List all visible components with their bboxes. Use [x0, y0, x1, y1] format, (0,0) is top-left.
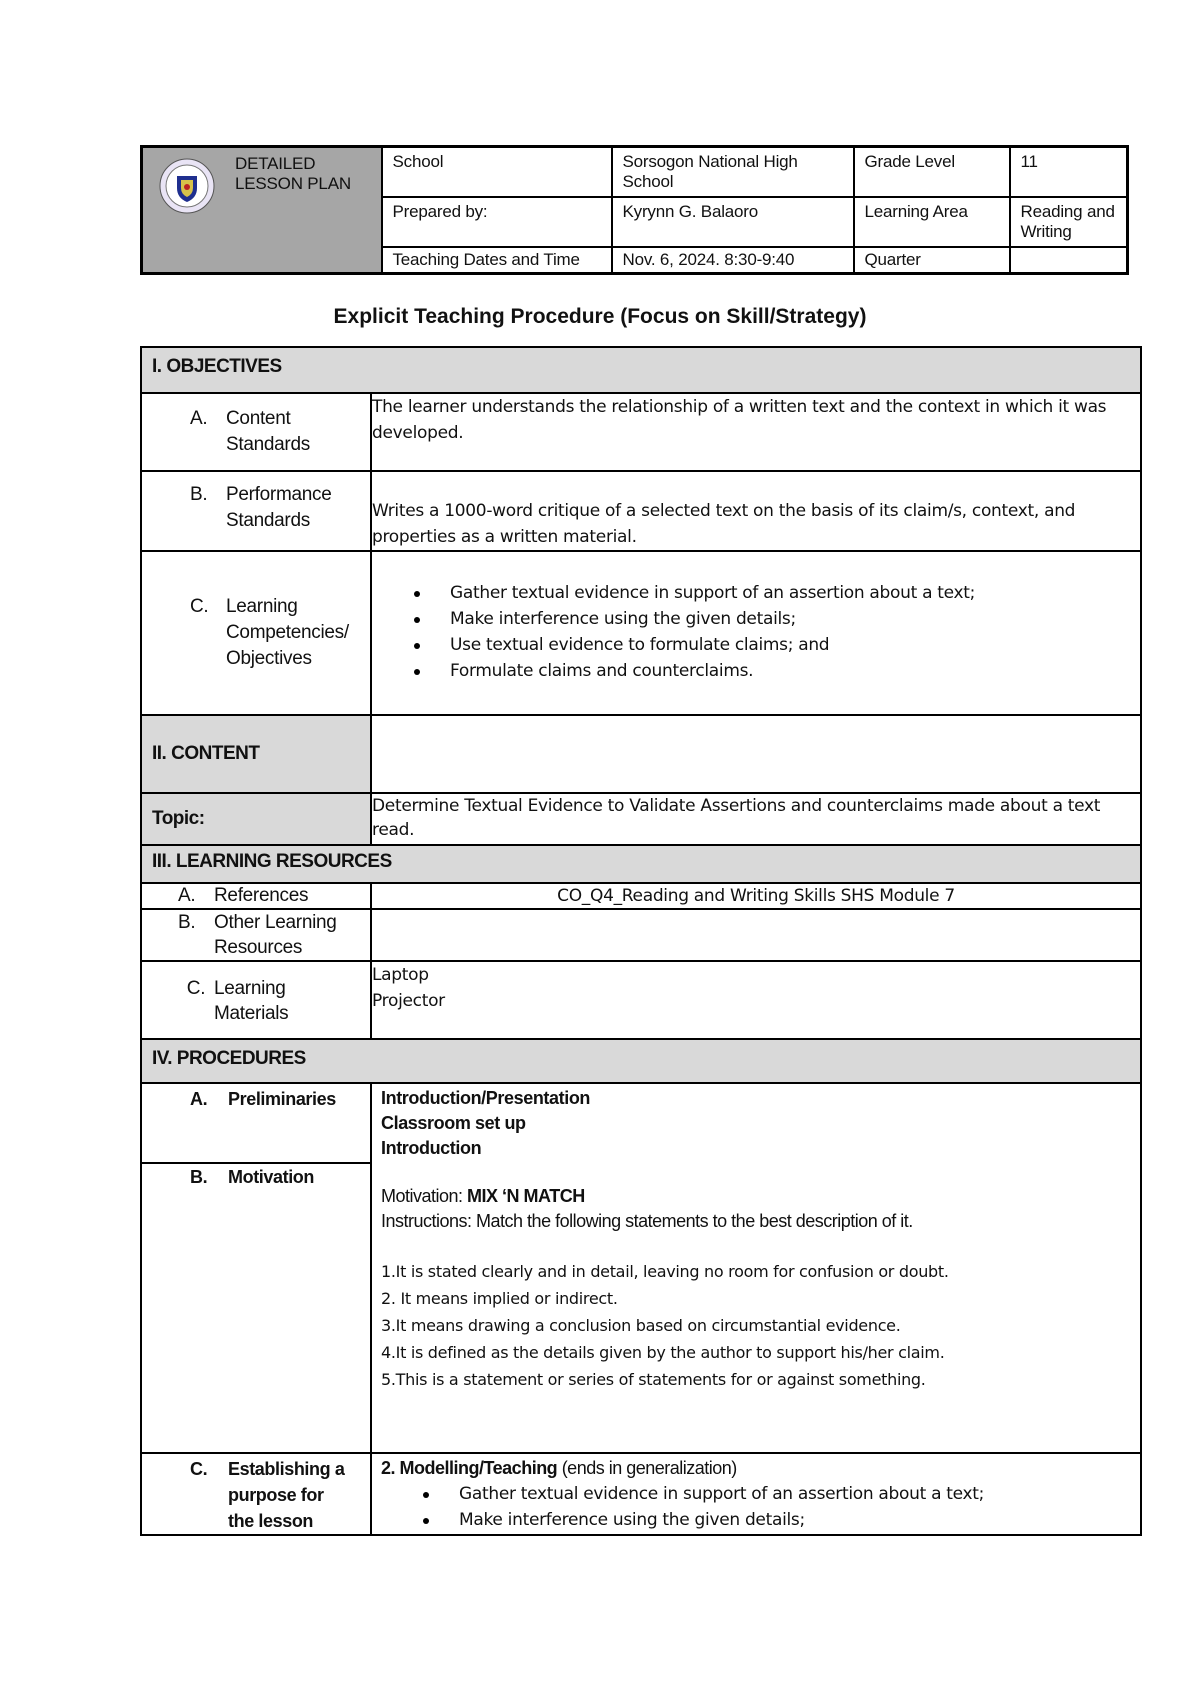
references-text: CO_Q4_Reading and Writing Skills SHS Module 7: [371, 883, 1141, 909]
content-standards-text: The learner understands the relationship of a written text and the context in which it was developed.: [371, 393, 1141, 471]
materials-label: C. Learning Materials: [141, 961, 371, 1039]
page-title: Explicit Teaching Procedure (Focus on Skill/Strategy): [333, 305, 867, 328]
competencies-label: C. Learning Competencies/ Objectives: [141, 551, 371, 715]
content-empty-cell: [371, 715, 1141, 793]
performance-standards-text: Writes a 1000-word critique of a selected text on the basis of its claim/s, context, and properties as a written material.: [371, 471, 1141, 551]
lesson-table: [140, 346, 1142, 1536]
quarter-value: [1010, 247, 1128, 274]
topic-text: Determine Textual Evidence to Validate Assertions and counterclaims made about a text read.: [371, 793, 1141, 845]
resources-heading: III. LEARNING RESOURCES: [141, 845, 1141, 883]
list-item: 2. It means implied or indirect.: [381, 1289, 618, 1308]
list-item: Gather textual evidence in support of an assertion about a text;: [450, 580, 1140, 606]
procedures-labels-cell: [141, 1083, 371, 1453]
area-label: Learning Area: [854, 197, 1010, 247]
dates-label: Teaching Dates and Time: [382, 247, 612, 274]
instructions: Instructions: Match the following statements to the best description of it.: [381, 1211, 913, 1231]
deped-seal-icon: [159, 158, 215, 214]
materials-text: Laptop Projector: [371, 961, 1141, 1039]
list-item: Gather textual evidence in support of an assertion about a text;: [459, 1481, 1131, 1507]
school-value: Sorsogon National High School: [612, 147, 854, 197]
brand-title: DETAILED LESSON PLAN: [235, 154, 351, 193]
activity-title: MIX ‘N MATCH: [467, 1186, 585, 1206]
quarter-label: Quarter: [854, 247, 1010, 274]
other-resources-label: B. Other Learning Resources: [141, 909, 371, 961]
prepared-label: Prepared by:: [382, 197, 612, 247]
area-value: Reading and Writing: [1010, 197, 1128, 247]
list-item: 3.It means drawing a conclusion based on circumstantial evidence.: [381, 1316, 901, 1335]
grade-label: Grade Level: [854, 147, 1010, 197]
list-item: 5.This is a statement or series of statements for or against something.: [381, 1370, 926, 1389]
motivation-content: Introduction/Presentation Classroom set up Introduction Motivation: MIX ‘N MATCH Instructions: Match the following statements to the best description of it. 1.It is stated clearly and in detail, leaving no room for confusion or doubt. 2. It means implied or indirect. 3.It means drawing a conclusion based on circumstantial evidence. 4.It is defined as the details given by the author to support his/her claim. 5.This is a statement or series of statements for or against something.: [371, 1083, 1141, 1453]
preliminaries-label: A. Preliminaries: [190, 1089, 336, 1109]
dates-value: Nov. 6, 2024. 8:30-9:40: [612, 247, 854, 274]
objectives-heading: I. OBJECTIVES: [141, 347, 1141, 393]
list-item: Formulate claims and counterclaims.: [450, 658, 1140, 684]
grade-value: 11: [1010, 147, 1128, 197]
list-item: Make interference using the given details;: [450, 606, 1140, 632]
list-item: 4.It is defined as the details given by the author to support his/her claim.: [381, 1343, 945, 1362]
other-resources-text: [371, 909, 1141, 961]
motivation-label: B. Motivation: [190, 1167, 314, 1187]
competencies-list: [371, 551, 1141, 715]
procedures-heading: IV. PROCEDURES: [141, 1039, 1141, 1083]
list-item: Use textual evidence to formulate claims; and: [450, 632, 1140, 658]
modelling-content: 2. Modelling/Teaching (ends in generalization) Gather textual evidence in support of an assertion about a text; Make interference using the given details;: [371, 1453, 1141, 1535]
performance-standards-label: B. Performance Standards: [141, 471, 371, 551]
purpose-label: C. Establishing a purpose for the lesson: [141, 1453, 371, 1535]
content-heading: II. CONTENT: [141, 715, 371, 793]
brand-cell: [142, 147, 382, 274]
topic-label: Topic:: [141, 793, 371, 845]
content-standards-label: A. Content Standards: [141, 393, 371, 471]
school-label: School: [382, 147, 612, 197]
header-table: [140, 145, 1129, 275]
references-label: A. References: [141, 883, 371, 909]
statement-list: [381, 1258, 1131, 1393]
list-item: 1.It is stated clearly and in detail, leaving no room for confusion or doubt.: [381, 1262, 949, 1281]
prepared-value: Kyrynn G. Balaoro: [612, 197, 854, 247]
list-item: Make interference using the given details;: [459, 1507, 1131, 1533]
